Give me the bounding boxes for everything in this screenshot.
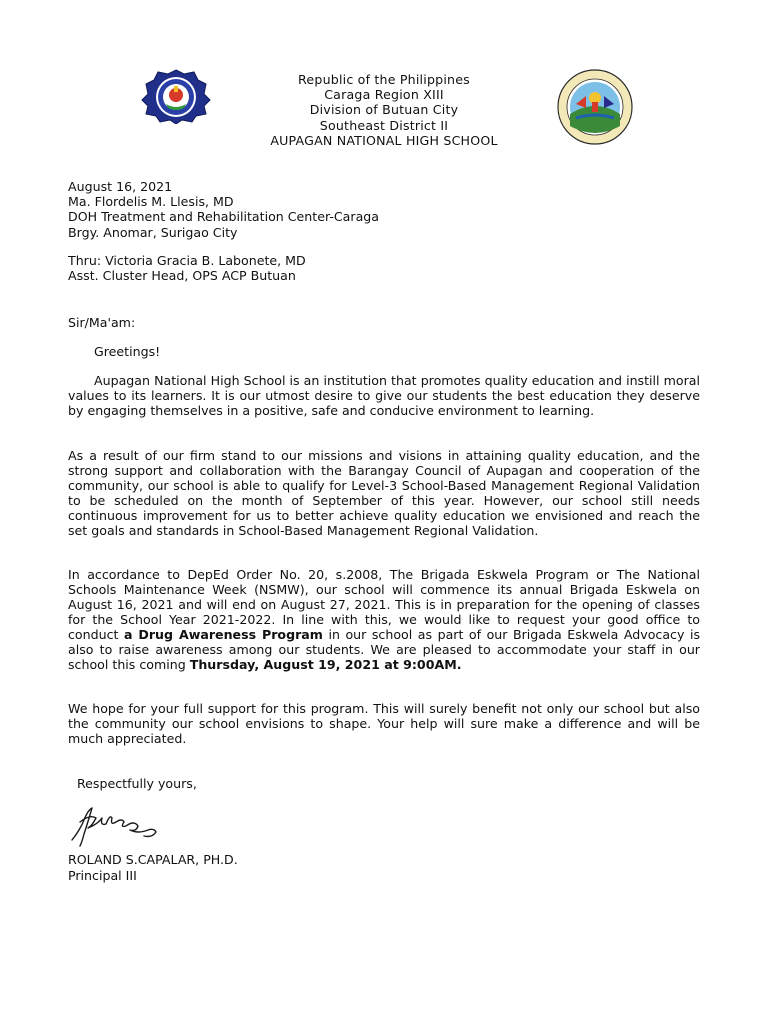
p3-text-a: In accordance to DepEd Order No. 20, s.2008, The Brigada Eskwela Program or The National Schools Maintenance Week (NSMW), our school will commence its annual Brigada Eskwela on August 16, 2021 and will end on August 27, 2021. This is in preparation for the opening of classes for the School Year 2021-2022. In line with this, we would like to request your good office to conduct (68, 567, 700, 642)
signer-title: Principal III (68, 868, 137, 883)
signer-name: ROLAND S.CAPALAR, PH.D. (68, 852, 238, 867)
header-country: Republic of the Philippines (298, 72, 470, 87)
header-school: AUPAGAN NATIONAL HIGH SCHOOL (270, 132, 498, 148)
body-paragraph-1: Aupagan National High School is an institution that promotes quality education and instill moral values to its learners. It is our utmost desire to give our students the best education they deserve by engaging themselves in a positive, safe and conducive environment to learning. (68, 373, 700, 418)
recipient-address: Brgy. Anomar, Surigao City (68, 224, 238, 240)
thru-name: Thru: Victoria Gracia B. Labonete, MD (68, 253, 306, 268)
recipient-block (68, 179, 379, 240)
signer-block (68, 852, 238, 884)
handwritten-signature (66, 800, 162, 848)
p3-bold-date: Thursday, August 19, 2021 at 9:00AM (189, 657, 457, 672)
thru-title: Asst. Cluster Head, OPS ACP Butuan (68, 268, 296, 284)
body-paragraph-2: As a result of our firm stand to our missions and visions in attaining quality education, and the strong support and collaboration with the Barangay Council of Aupagan and cooperation of the community, our school is able to qualify for Level-3 School-Based Management Regional Validation to be scheduled on the month of September of this year. However, our school still needs continuous improvement for us to better achieve quality education we envisioned and reach the set goals and standards in School-Based Management Regional Validation. (68, 448, 700, 538)
p3-text-c: . (456, 657, 462, 672)
recipient-org: DOH Treatment and Rehabilitation Center-Caraga (68, 209, 380, 225)
thru-block (68, 253, 306, 283)
p3-bold-program: a Drug Awareness Program (123, 627, 323, 642)
header-region: Caraga Region XIII (324, 87, 444, 103)
recipient-name: Ma. Flordelis M. Llesis, MD (68, 194, 234, 210)
body-paragraph-3 (68, 567, 700, 672)
body-paragraph-4: We hope for your full support for this program. This will surely benefit not only our school but also the community our school envisions to shape. Your help will sure make a difference and will be much appreciated. (68, 701, 700, 746)
p3-text-b: in our school as part of our Brigada Eskwela Advocacy is also to raise awareness among our students. We are pleased to accommodate your staff in our school this coming (68, 627, 701, 672)
header-district: Southeast District II (319, 117, 449, 133)
letter-date: August 16, 2021 (68, 179, 173, 194)
deped-division-seal-logo (556, 68, 634, 146)
salutation: Sir/Ma'am: (68, 315, 136, 330)
letterhead (200, 72, 568, 148)
header-division: Division of Butuan City (309, 102, 459, 118)
closing: Respectfully yours, (77, 776, 197, 791)
greeting: Greetings! (94, 344, 161, 359)
